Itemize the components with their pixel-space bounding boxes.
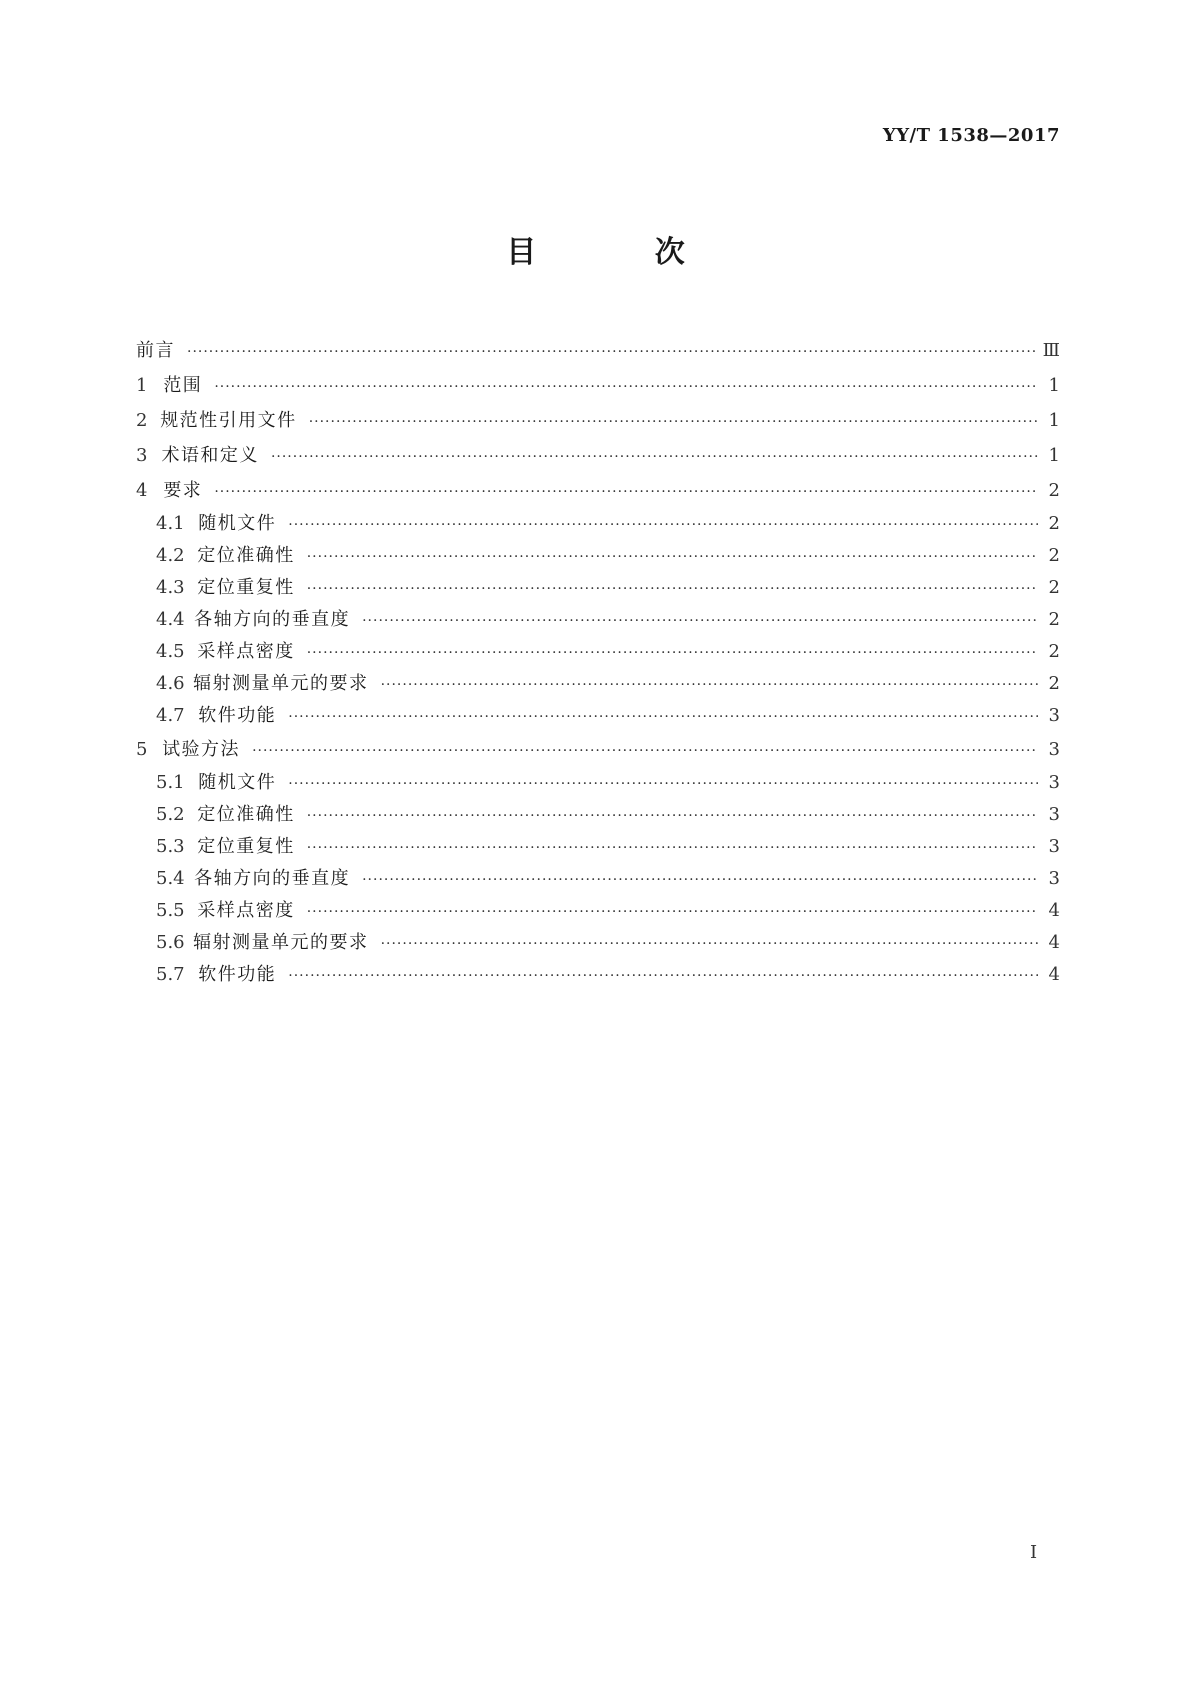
toc-entry[interactable] [136,368,1060,403]
toc-entry-number: 5.3 [156,836,185,857]
toc-entry-page: 3 [1048,836,1060,857]
toc-entry[interactable] [136,333,1060,368]
toc-entry[interactable] [136,668,1060,700]
toc-entry-label: 规范性引用文件 [160,410,297,431]
toc-entry-label: 软件功能 [198,705,277,726]
toc-entry-label: 辐射测量单元的要求 [193,673,369,694]
toc-entry[interactable] [136,508,1060,540]
dot-leader [309,405,1038,440]
toc-entry-page: 3 [1048,804,1060,825]
toc-entry-number: 4.1 [156,513,185,534]
toc-entry-label: 各轴方向的垂直度 [194,868,351,889]
dot-leader [307,800,1038,832]
dot-leader [381,669,1038,701]
toc-entry-label: 各轴方向的垂直度 [194,609,351,630]
toc-entry[interactable] [136,540,1060,572]
toc-entry-label: 定位重复性 [197,577,295,598]
toc-title: 目 次 [506,235,739,270]
dot-leader [187,335,1035,370]
table-of-contents [136,333,1060,991]
toc-entry-page: 4 [1048,900,1060,921]
toc-entry-number: 4.5 [156,641,185,662]
toc-entry-page: 3 [1048,868,1060,889]
toc-entry[interactable] [136,959,1060,991]
toc-entry-page: 2 [1048,641,1060,662]
toc-entry-number: 5 [136,739,148,760]
toc-entry-label: 辐射测量单元的要求 [193,932,369,953]
toc-entry-page: 2 [1048,577,1060,598]
toc-entry-label: 范围 [163,375,203,396]
toc-entry-number: 5.4 [156,868,185,889]
toc-entry[interactable] [136,799,1060,831]
toc-entry-page: Ⅲ [1042,340,1060,361]
document-code: YY/T 1538—2017 [882,125,1060,146]
toc-entry[interactable] [136,473,1060,508]
dot-leader [271,440,1038,475]
toc-entry[interactable] [136,604,1060,636]
toc-entry-label: 要求 [163,480,203,501]
toc-entry-number: 5.2 [156,804,185,825]
toc-entry-label: 软件功能 [198,964,277,985]
toc-entry[interactable] [136,767,1060,799]
toc-entry-number: 5.5 [156,900,185,921]
toc-entry-number: 4.7 [156,705,185,726]
toc-entry[interactable] [136,572,1060,604]
toc-entry-page: 3 [1048,739,1060,760]
toc-entry-page: 1 [1048,410,1060,431]
dot-leader [307,573,1038,605]
toc-entry-page: 4 [1048,932,1060,953]
toc-entry-number: 4.3 [156,577,185,598]
toc-entry-label: 定位准确性 [197,545,295,566]
toc-entry[interactable] [136,636,1060,668]
toc-entry-number: 1 [136,375,148,396]
toc-entry-label: 试验方法 [162,739,241,760]
toc-entry[interactable] [136,732,1060,767]
toc-entry-label: 前言 [136,340,175,361]
toc-entry-number: 5.1 [156,772,185,793]
toc-entry-number: 4.2 [156,545,185,566]
dot-leader [307,637,1038,669]
dot-leader [288,768,1038,800]
toc-entry[interactable] [136,403,1060,438]
dot-leader [288,509,1038,541]
toc-entry[interactable] [136,895,1060,927]
dot-leader [307,541,1038,573]
toc-entry-label: 随机文件 [198,513,277,534]
toc-entry-label: 随机文件 [198,772,277,793]
toc-entry-page: 3 [1048,772,1060,793]
footer-page-number: I [1030,1542,1038,1563]
dot-leader [252,734,1038,769]
toc-entry-label: 定位准确性 [197,804,295,825]
toc-entry[interactable] [136,438,1060,473]
toc-entry-label: 采样点密度 [197,641,295,662]
dot-leader [288,960,1038,992]
toc-entry-number: 4 [136,480,148,501]
toc-entry-page: 2 [1048,673,1060,694]
toc-entry[interactable] [136,831,1060,863]
toc-entry-page: 2 [1048,609,1060,630]
toc-entry-page: 1 [1048,445,1060,466]
toc-entry-page: 3 [1048,705,1060,726]
toc-entry-label: 采样点密度 [197,900,295,921]
toc-entry-page: 1 [1048,375,1060,396]
toc-entry[interactable] [136,927,1060,959]
toc-entry-label: 定位重复性 [197,836,295,857]
toc-entry-page: 2 [1048,545,1060,566]
dot-leader [288,701,1038,733]
dot-leader [214,370,1038,405]
toc-entry-page: 2 [1048,513,1060,534]
toc-entry-number: 3 [136,445,148,466]
toc-entry[interactable] [136,863,1060,895]
dot-leader [214,475,1038,510]
dot-leader [307,832,1038,864]
dot-leader [381,928,1038,960]
toc-entry[interactable] [136,700,1060,732]
toc-entry-page: 4 [1048,964,1060,985]
toc-entry-number: 4.6 [156,673,185,694]
dot-leader [307,896,1038,928]
toc-entry-label: 术语和定义 [161,445,259,466]
toc-entry-number: 2 [136,410,148,431]
toc-entry-number: 5.6 [156,932,185,953]
toc-entry-number: 4.4 [156,609,185,630]
toc-entry-number: 5.7 [156,964,185,985]
dot-leader [362,605,1038,637]
toc-entry-page: 2 [1048,480,1060,501]
dot-leader [362,864,1038,896]
